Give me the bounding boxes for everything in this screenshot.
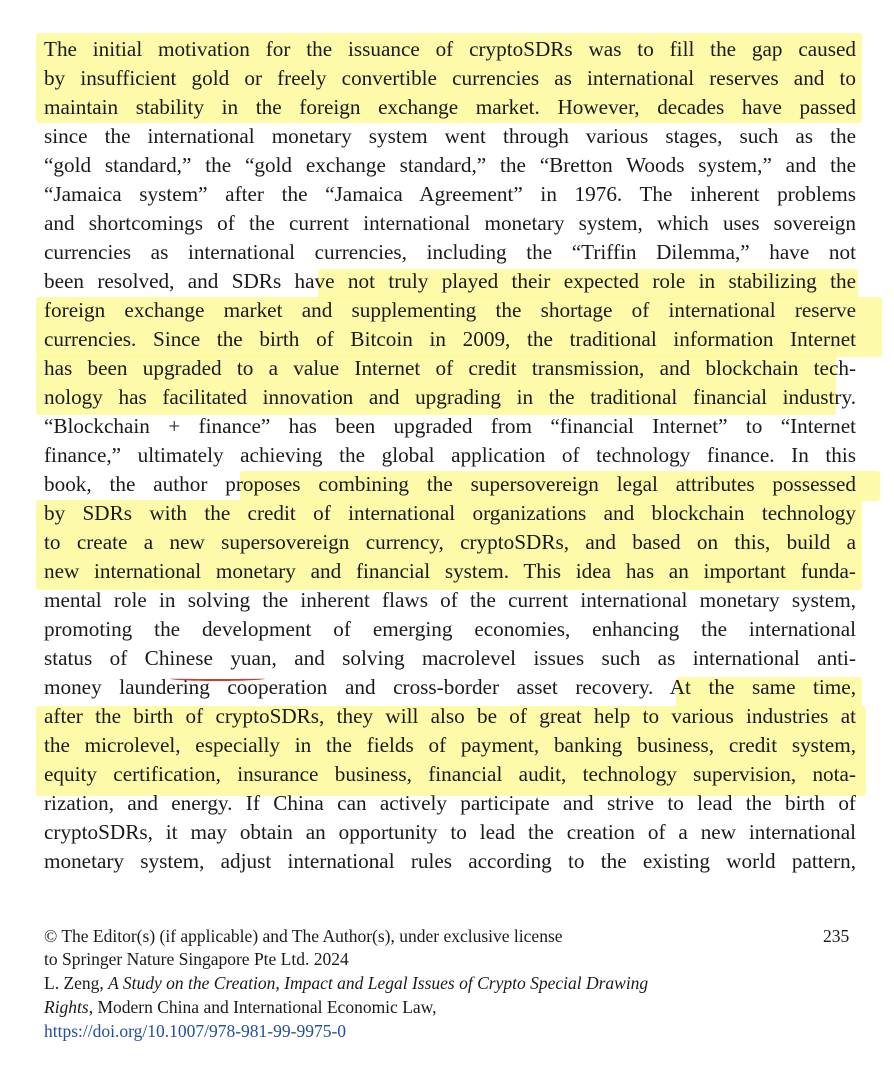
body-line: “gold standard,” the “gold exchange standard,” the “Bretton Woods system,” and the [44,153,856,177]
body-line: been resolved, and SDRs have not truly played their expected role in stabilizing the [44,269,856,293]
body-line: foreign exchange market and supplementing the shortage of international reserve [44,298,856,322]
body-line: nology has facilitated innovation and upgrading in the traditional financial industry. [44,385,856,409]
copyright-line: to Springer Nature Singapore Pte Ltd. 2024 [44,949,349,969]
body-line: “Blockchain + finance” has been upgraded from “financial Internet” to “Internet [44,414,856,438]
body-line: cryptoSDRs, it may obtain an opportunity to lead the creation of a new international [44,820,856,844]
body-line: new international monetary and financial system. This idea has an important funda- [44,559,856,583]
citation-title: A Study on the Creation, Impact and Legal Issues of Crypto Special Drawing [108,973,649,993]
body-line: the microlevel, especially in the fields of payment, banking business, credit system, [44,733,856,757]
body-line: to create a new supersovereign currency, cryptoSDRs, and based on this, build a [44,530,856,554]
body-line: rization, and energy. If China can actively participate and strive to lead the birth of [44,791,856,815]
body-line: The initial motivation for the issuance of cryptoSDRs was to fill the gap caused [44,37,856,61]
body-line: and shortcomings of the current international monetary system, which uses sovereign [44,211,856,235]
body-line: status of Chinese yuan, and solving macrolevel issues such as international anti- [44,646,856,670]
body-line: finance,” ultimately achieving the global application of technology finance. In this [44,443,856,467]
body-line: currencies as international currencies, including the “Triffin Dilemma,” have not [44,240,856,264]
body-line: by SDRs with the credit of international organizations and blockchain technology [44,501,856,525]
body-line: has been upgraded to a value Internet of credit transmission, and blockchain tech- [44,356,856,380]
body-line: since the international monetary system went through various stages, such as the [44,124,856,148]
body-line: money laundering cooperation and cross-border asset recovery. At the same time, [44,675,856,699]
page-number: 235 [823,926,850,946]
citation-author: L. Zeng, [44,973,109,993]
copyright-line: © The Editor(s) (if applicable) and The Author(s), under exclusive license [44,926,563,946]
doi-link[interactable]: https://doi.org/10.1007/978-981-99-9975-0 [44,1021,347,1041]
body-line: “Jamaica system” after the “Jamaica Agreement” in 1976. The inherent problems [44,182,856,206]
body-line: maintain stability in the foreign exchange market. However, decades have passed [44,95,856,119]
body-line: by insufficient gold or freely convertible currencies as international reserves and to [44,66,856,90]
body-line: monetary system, adjust international rules according to the existing world pattern, [44,849,856,873]
citation-series: , Modern China and International Economic Law, [88,997,437,1017]
body-line: after the birth of cryptoSDRs, they will also be of great help to various industries at [44,704,856,728]
body-line: mental role in solving the inherent flaws of the current international monetary system, [44,588,856,612]
citation-title: Rights [44,997,89,1017]
body-line: currencies. Since the birth of Bitcoin in 2009, the traditional information Internet [44,327,856,351]
citation-line [44,995,437,1019]
body-line: book, the author proposes combining the supersovereign legal attributes possessed [44,472,856,496]
body-line: promoting the development of emerging economies, enhancing the international [44,617,856,641]
citation-line [44,971,648,995]
body-line: equity certification, insurance business, financial audit, technology supervision, nota- [44,762,856,786]
